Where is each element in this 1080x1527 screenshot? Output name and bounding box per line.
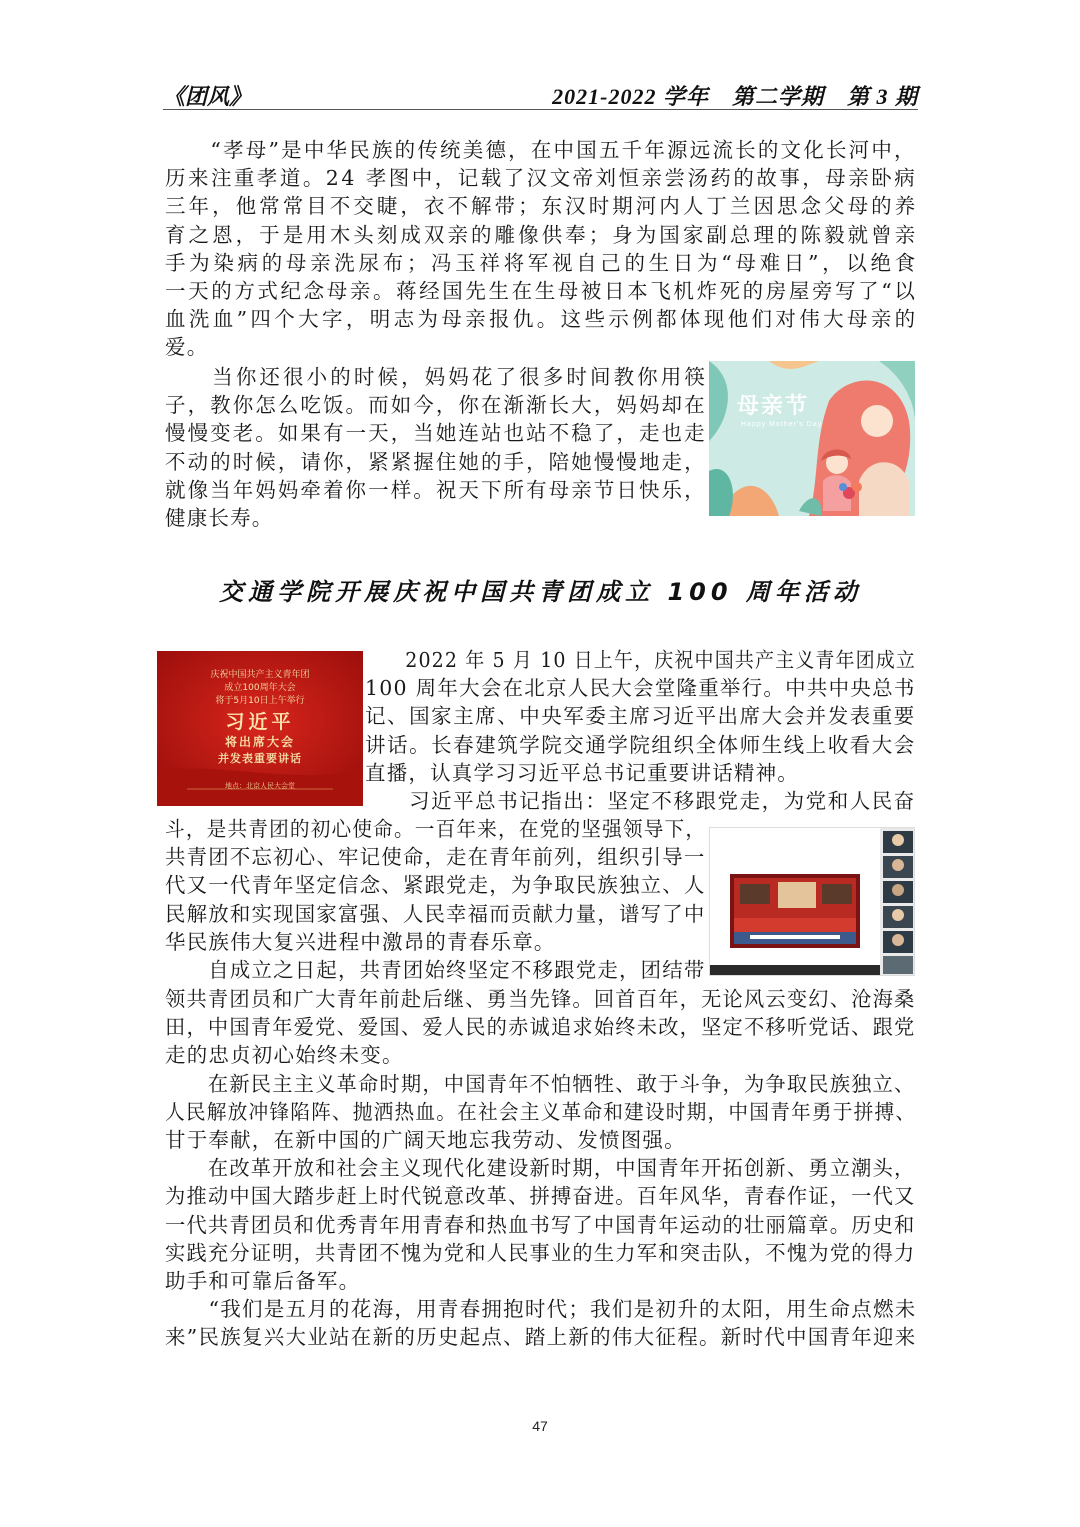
poster-line4: 将出席大会 — [224, 735, 295, 749]
text-line: 三年，他常常目不交睫，衣不解带；东汉时期河内人丁兰因思念父母的养 — [165, 194, 919, 219]
poster-footer: 地点：北京人民大会堂 — [225, 782, 295, 790]
text-line: 育之恩，于是用木头刻成双亲的雕像供奉；身为国家副总理的陈毅就曾亲 — [165, 222, 919, 247]
text-line: 在新民主主义革命时期，中国青年不怕牺牲、敢于斗争，为争取民族独立、 — [165, 1071, 916, 1096]
league-poster-image — [157, 651, 363, 806]
text-line: 子，教你怎么吃饭。而如今，你在渐渐长大，妈妈却在 — [165, 393, 707, 418]
text-line: 甘于奉献，在新中国的广阔天地忘我劳动、发愤图强。 — [165, 1128, 686, 1152]
mothers-day-illustration — [709, 361, 915, 516]
poster-line2: 成立100周年大会 — [224, 683, 296, 693]
text-line: 领共青团员和广大青年前赴后继、勇当先锋。回首百年，无论风云变幻、沧海桑 — [165, 987, 916, 1011]
text-line: 手为染病的母亲洗尿布；冯玉祥将军视自己的生日为“母难日”，以绝食 — [165, 250, 919, 275]
text-line: 斗，是共青团的初心使命。一百年来，在党的坚强领导下， — [165, 817, 707, 841]
online-meeting-screenshot — [709, 827, 915, 976]
text-line: “我们是五月的花海，用青春拥抱时代；我们是初升的太阳，用生命点燃未 — [165, 1297, 917, 1322]
text-line: 爱。 — [165, 335, 209, 360]
text-line: 共青团不忘初心、牢记使命，走在青年前列，组织引导一 — [165, 845, 706, 870]
text-line: 自成立之日起，共青团始终坚定不移跟党走，团结带 — [165, 958, 706, 982]
text-line: 健康长寿。 — [165, 506, 274, 530]
text-line: 走的忠贞初心始终未变。 — [165, 1043, 404, 1068]
text-line: 代又一代青年坚定信念、紧跟党走，为争取民族独立、人 — [165, 873, 706, 898]
header-rule — [163, 109, 918, 110]
text-line: 血洗血”四个大字，明志为母亲报仇。这些示例都体现他们对伟大母亲的 — [165, 307, 919, 332]
text-line: 人民解放冲锋陷阵、抛洒热血。在社会主义革命和建设时期，中国青年勇于拼搏、 — [165, 1099, 917, 1124]
journal-name: 《团风》 — [163, 84, 252, 109]
text-line: 一天的方式纪念母亲。蒋经国先生在生母被日本飞机炸死的房屋旁写了“以 — [165, 279, 918, 303]
text-line: 习近平总书记指出：坚定不移跟党走，为党和人民奋 — [365, 789, 916, 813]
text-line: 100 周年大会在北京人民大会堂隆重举行。中共中央总书 — [365, 676, 916, 701]
text-line: 来”民族复兴大业站在新的历史起点、踏上新的伟大征程。新时代中国青年迎来 — [165, 1325, 917, 1350]
text-line: 2022 年 5 月 10 日上午，庆祝中国共产主义青年团成立 — [365, 648, 916, 672]
text-line: 就像当年妈妈牵着你一样。祝天下所有母亲节日快乐， — [165, 477, 707, 502]
text-line: 当你还很小的时候，妈妈花了很多时间教你用筷 — [165, 365, 709, 389]
text-line: 历来注重孝道。24 孝图中，记载了汉文帝刘恒亲尝汤药的故事，母亲卧病 — [165, 166, 918, 191]
mothers-day-subtitle: Happy Mother's Day — [741, 421, 823, 428]
poster-name: 习近平 — [225, 711, 295, 733]
poster-line5: 并发表重要讲话 — [218, 752, 302, 765]
text-line: 助手和可靠后备军。 — [165, 1269, 361, 1293]
text-line: 记、国家主席、中央军委主席习近平出席大会并发表重要 — [365, 704, 916, 729]
article-title: 交通学院开展庆祝中国共青团成立 100 周年活动 — [219, 578, 862, 606]
text-line: 在改革开放和社会主义现代化建设新时期，中国青年开拓创新、勇立潮头， — [165, 1156, 916, 1181]
text-line: 慢慢变老。如果有一天，当她连站也站不稳了，走也走 — [165, 421, 707, 446]
mothers-day-title: 母亲节 — [737, 394, 810, 419]
mothers-day-image — [709, 361, 915, 516]
text-line: 一代共青团员和优秀青年用青春和热血书写了中国青年运动的壮丽篇章。历史和 — [165, 1212, 916, 1237]
text-line: 华民族伟大复兴进程中激昂的青春乐章。 — [165, 929, 556, 954]
text-line: 田，中国青年爱党、爱国、爱人民的赤诚追求始终未改，坚定不移听党话、跟党 — [165, 1015, 916, 1040]
text-line: 直播，认真学习习近平总书记重要讲话精神。 — [365, 760, 799, 785]
issue-info: 2021-2022 学年 第二学期 第 3 期 — [552, 84, 918, 109]
meeting-screen-illustration — [710, 828, 915, 976]
poster-line1: 庆祝中国共产主义青年团 — [210, 670, 310, 680]
text-line: 讲话。长春建筑学院交通学院组织全体师生线上收看大会 — [365, 732, 916, 757]
text-line: 实践充分证明，共青团不愧为党和人民事业的生力军和突击队，不愧为党的得力 — [165, 1240, 916, 1265]
text-line: 为推动中国大踏步赶上时代锐意改革、拼搏奋进。百年风华，青春作证，一代又 — [165, 1184, 916, 1209]
poster-line3: 将于5月10日上午举行 — [215, 696, 305, 706]
page-number: 47 — [532, 1418, 548, 1434]
text-line: “孝母”是中华民族的传统美德，在中国五千年源远流长的文化长河中， — [165, 138, 917, 162]
text-line: 民解放和实现国家富强、人民幸福而贡献力量，谱写了中 — [165, 901, 706, 926]
text-line: 不动的时候，请你，紧紧握住她的手，陪她慢慢地走， — [165, 449, 707, 474]
